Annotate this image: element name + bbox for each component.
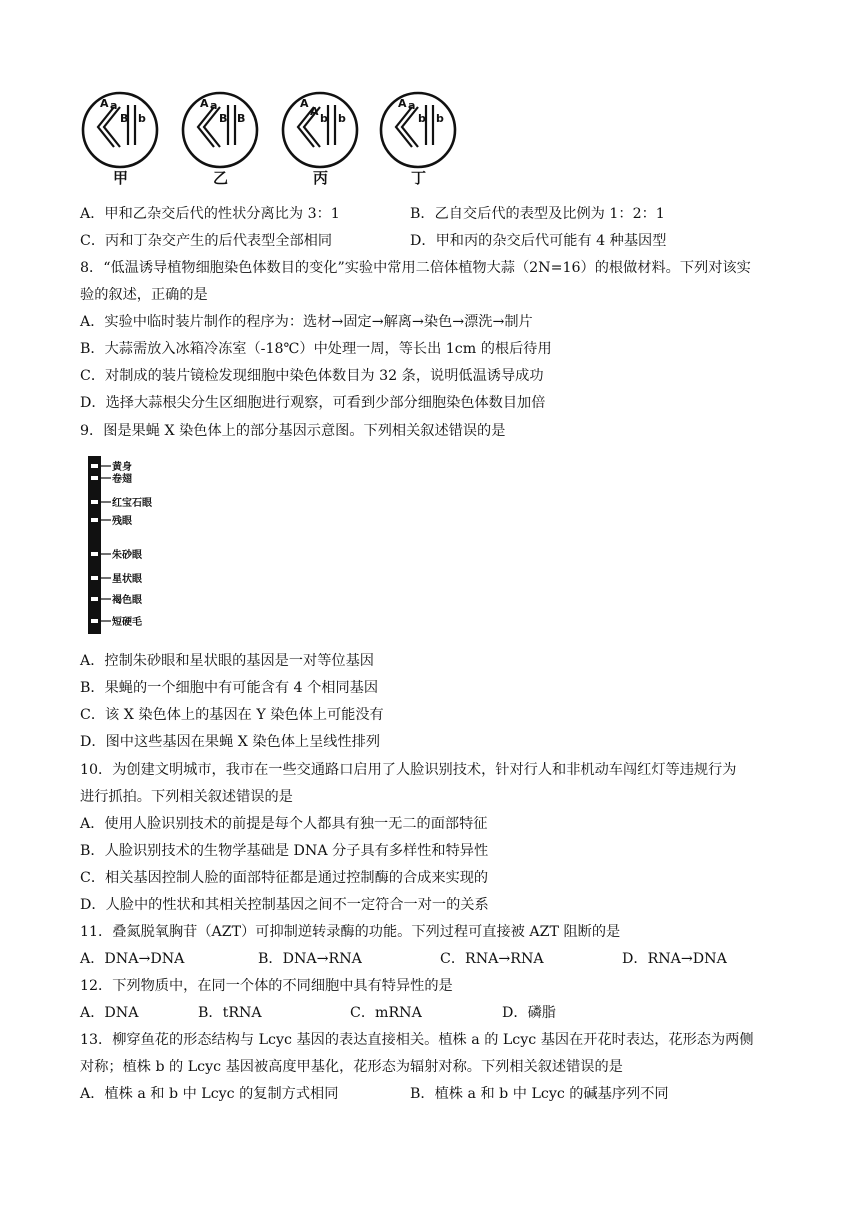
allele-yi-b1: B (219, 112, 228, 125)
x-chromosome-figure (84, 454, 194, 638)
q12-option-c: C．mRNA (350, 1005, 422, 1021)
q13-option-a: A．植株 a 和 b 中 Lcyc 的复制方式相同 (80, 1086, 339, 1102)
q8-stem-line2: 验的叙述，正确的是 (80, 287, 208, 303)
q9-stem: 9．图是果蝇 X 染色体上的部分基因示意图。下列相关叙述错误的是 (80, 423, 506, 439)
allele-ding-a2: a (408, 99, 416, 112)
q11-option-b: B．DNA→RNA (258, 951, 362, 967)
q11-option-c: C．RNA→RNA (440, 951, 544, 967)
chromosome-long-jia (98, 107, 120, 147)
allele-ding-a1: A (398, 97, 407, 110)
q10-option-d: D．人脸中的性状和其相关控制基因之间不一定符合一对一的关系 (80, 897, 489, 913)
gene-label-cinnabar-eye: 朱砂眼 (112, 550, 142, 561)
chromosome-long-yi (198, 107, 220, 147)
gene-label-ruby-eye: 红宝石眼 (112, 498, 152, 509)
cell-label-ding: 丁 (411, 169, 427, 185)
q11-stem: 11．叠氮脱氧胸苷（AZT）可抑制逆转录酶的功能。下列过程可直接被 AZT 阻断的是 (80, 924, 621, 940)
q11-option-a: A．DNA→DNA (80, 951, 185, 967)
chromosome-short-ding (426, 105, 433, 145)
x-chromosome-bar (88, 456, 101, 634)
chromosome-short-bing (328, 105, 335, 145)
q8-option-b: B．大蒜需放入冰箱冷冻室（-18℃）中处理一周，等长出 1cm 的根后待用 (80, 341, 552, 357)
cell-circle-bing (283, 93, 357, 167)
gene-label-star-eye: 星状眼 (112, 574, 142, 585)
q10-option-a: A．使用人脸识别技术的前提是每个人都具有独一无二的面部特征 (80, 816, 488, 832)
allele-yi-a2: a (210, 99, 218, 112)
allele-ding-b2: b (436, 112, 444, 125)
q10-stem-line2: 进行抓拍。下列相关叙述错误的是 (80, 789, 293, 805)
allele-yi-b2: B (237, 112, 246, 125)
gene-label-brown-eye: 褐色眼 (112, 595, 142, 606)
cell-label-bing: 丙 (313, 169, 329, 185)
chromosome-long-ding (396, 107, 418, 147)
q7-option-d: D．甲和丙的杂交后代可能有 4 种基因型 (410, 233, 667, 249)
q8-option-c: C．对制成的装片镜检发现细胞中染色体数目为 32 条，说明低温诱导成功 (80, 368, 544, 384)
gene-label-yellow-body: 黄身 (112, 462, 132, 473)
gene-label-curly-wing: 卷翅 (112, 474, 132, 485)
allele-jia-b2: b (138, 112, 146, 125)
allele-bing-b1: b (320, 112, 328, 125)
chromosome-short-yi (228, 105, 235, 145)
allele-jia-b1: B (120, 112, 129, 125)
cell-figure (80, 85, 480, 185)
cell-circle-yi (183, 93, 257, 167)
gene-label-short-bristle: 短硬毛 (112, 617, 142, 628)
cell-label-yi: 乙 (213, 169, 229, 185)
cell-diagram (80, 85, 480, 185)
q13-stem-line1: 13．柳穿鱼花的形态结构与 Lcyc 基因的表达直接相关。植株 a 的 Lcyc 基因在开花时表达，花形态为两侧 (80, 1032, 754, 1048)
q13-option-b: B．植株 a 和 b 中 Lcyc 的碱基序列不同 (410, 1086, 669, 1102)
allele-bing-b2: b (338, 112, 346, 125)
q7-option-c: C．丙和丁杂交产生的后代表型全部相同 (80, 233, 333, 249)
q9-option-a: A．控制朱砂眼和星状眼的基因是一对等位基因 (80, 653, 374, 669)
q8-stem-line1: 8．“低温诱导植物细胞染色体数目的变化”实验中常用二倍体植物大蒜（2N=16）的根做材料。下列对该实 (80, 260, 751, 276)
q10-option-b: B．人脸识别技术的生物学基础是 DNA 分子具有多样性和特异性 (80, 843, 489, 859)
q9-option-d: D．图中这些基因在果蝇 X 染色体上呈线性排列 (80, 734, 381, 750)
q10-stem-line1: 10．为创建文明城市，我市在一些交通路口启用了人脸识别技术，针对行人和非机动车闯红灯等违规行为 (80, 762, 737, 778)
cell-label-jia: 甲 (113, 169, 129, 185)
x-chromosome-diagram (84, 454, 194, 638)
allele-jia-a1: A (100, 97, 109, 110)
allele-bing-a1: A (300, 97, 309, 110)
gene-label-vestigial-eye: 残眼 (112, 516, 132, 527)
q12-option-b: B．tRNA (198, 1005, 262, 1021)
q12-option-a: A．DNA (80, 1005, 139, 1021)
q12-stem: 12．下列物质中，在同一个体的不同细胞中具有特异性的是 (80, 978, 453, 994)
cell-circle-ding (381, 93, 455, 167)
q8-option-a: A．实验中临时装片制作的程序为：选材→固定→解离→染色→漂洗→制片 (80, 314, 533, 330)
chromosome-short-jia (128, 105, 135, 145)
allele-jia-a2: a (110, 99, 118, 112)
allele-bing-a2: A (310, 105, 319, 118)
q9-option-b: B．果蝇的一个细胞中有可能含有 4 个相同基因 (80, 680, 379, 696)
q13-stem-line2: 对称；植株 b 的 Lcyc 基因被高度甲基化，花形态为辐射对称。下列相关叙述错误的是 (80, 1059, 623, 1075)
q10-option-c: C．相关基因控制人脸的面部特征都是通过控制酶的合成来实现的 (80, 870, 489, 886)
q9-option-c: C．该 X 染色体上的基因在 Y 染色体上可能没有 (80, 707, 384, 723)
q7-option-b: B．乙自交后代的表型及比例为 1：2：1 (410, 206, 665, 222)
q11-option-d: D．RNA→DNA (622, 951, 727, 967)
allele-yi-a1: A (200, 97, 209, 110)
q8-option-d: D．选择大蒜根尖分生区细胞进行观察，可看到少部分细胞染色体数目加倍 (80, 395, 546, 411)
q12-option-d: D．磷脂 (502, 1005, 556, 1021)
cell-circle-jia (83, 93, 157, 167)
q7-option-a: A．甲和乙杂交后代的性状分离比为 3：1 (80, 206, 340, 222)
allele-ding-b1: b (418, 112, 426, 125)
